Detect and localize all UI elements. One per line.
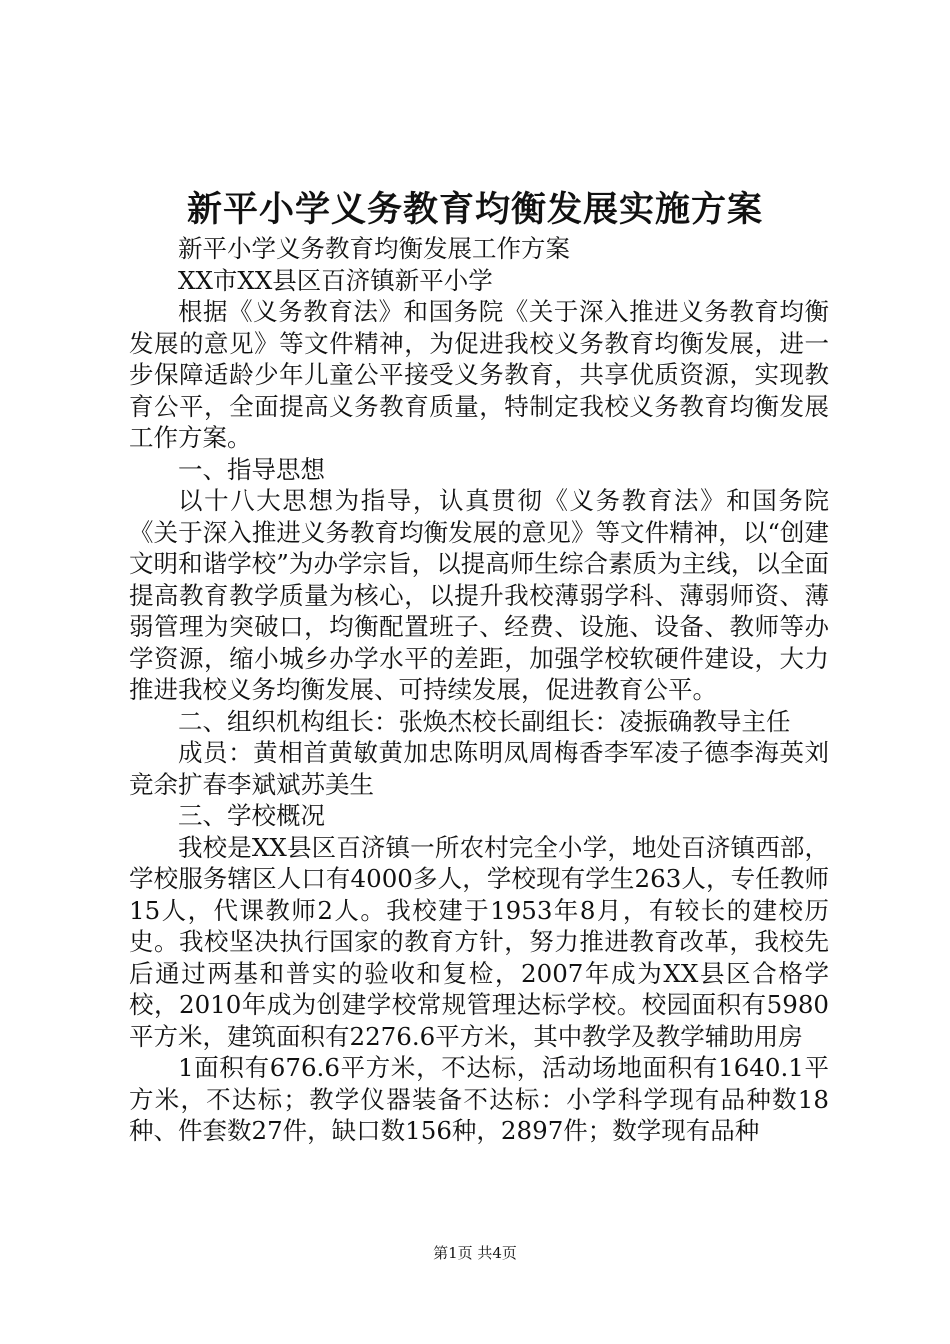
members-paragraph: 成员：黄相首黄敏黄加忠陈明凤周梅香李军凌子德李海英刘竞余扩春李斌斌苏美生: [129, 738, 829, 799]
page-number: 第1页 共4页: [433, 1244, 517, 1262]
facilities-paragraph: 1面积有676.6平方米，不达标，活动场地面积有1640.1平方米，不达标；教学仪器装备不达标：小学科学现有品种数18种、件套数27件，缺口数156种，2897件；数学现有品种: [129, 1053, 829, 1145]
subtitle-paragraph: 新平小学义务教育均衡发展工作方案: [178, 234, 570, 263]
school-name-paragraph: XX市XX县区百济镇新平小学: [178, 265, 493, 295]
document-title: 新平小学义务教育均衡发展实施方案: [186, 189, 763, 230]
guiding-thought-paragraph: 以十八大思想为指导，认真贯彻《义务教育法》和国务院《关于深入推进义务教育均衡发展的意见》等文件精神，以“创建文明和谐学校”为办学宗旨，以提高师生综合素质为主线，以全面提高教育教学质量为核心，以提升我校薄弱学科、薄弱师资、薄弱管理为突破口，均衡配置班子、经费、设施、设备、教师等办学资源，缩小城乡办学水平的差距，加强学校软硬件建设，大力推进我校义务均衡发展、可持续发展，促进教育公平。: [129, 486, 829, 704]
organization-paragraph: 二、组织机构组长：张焕杰校长副组长：凌振确教导主任: [178, 706, 791, 736]
document-body: [129, 233, 829, 1147]
section-heading: 三、学校概况: [178, 801, 325, 830]
school-overview-paragraph: 我校是XX县区百济镇一所农村完全小学，地处百济镇西部，学校服务辖区人口有4000多人，学校现有学生263人，专任教师15人，代课教师2人。我校建于1953年8月，有较长的建校历史。我校坚决执行国家的教育方针，努力推进教育改革，我校先后通过两基和普实的验收和复检，2007年成为XX县区合格学校，2010年成为创建学校常规管理达标学校。校园面积有5980平方米，建筑面积有2276.6平方米，其中教学及教学辅助用房: [129, 832, 829, 1051]
section-heading: 一、指导思想: [178, 454, 325, 484]
intro-paragraph: 根据《义务教育法》和国务院《关于深入推进义务教育均衡发展的意见》等文件精神，为促进我校义务教育均衡发展，进一步保障适龄少年儿童公平接受义务教育，共享优质资源，实现教育公平，全面提高义务教育质量，特制定我校义务教育均衡发展工作方案。: [129, 297, 829, 452]
